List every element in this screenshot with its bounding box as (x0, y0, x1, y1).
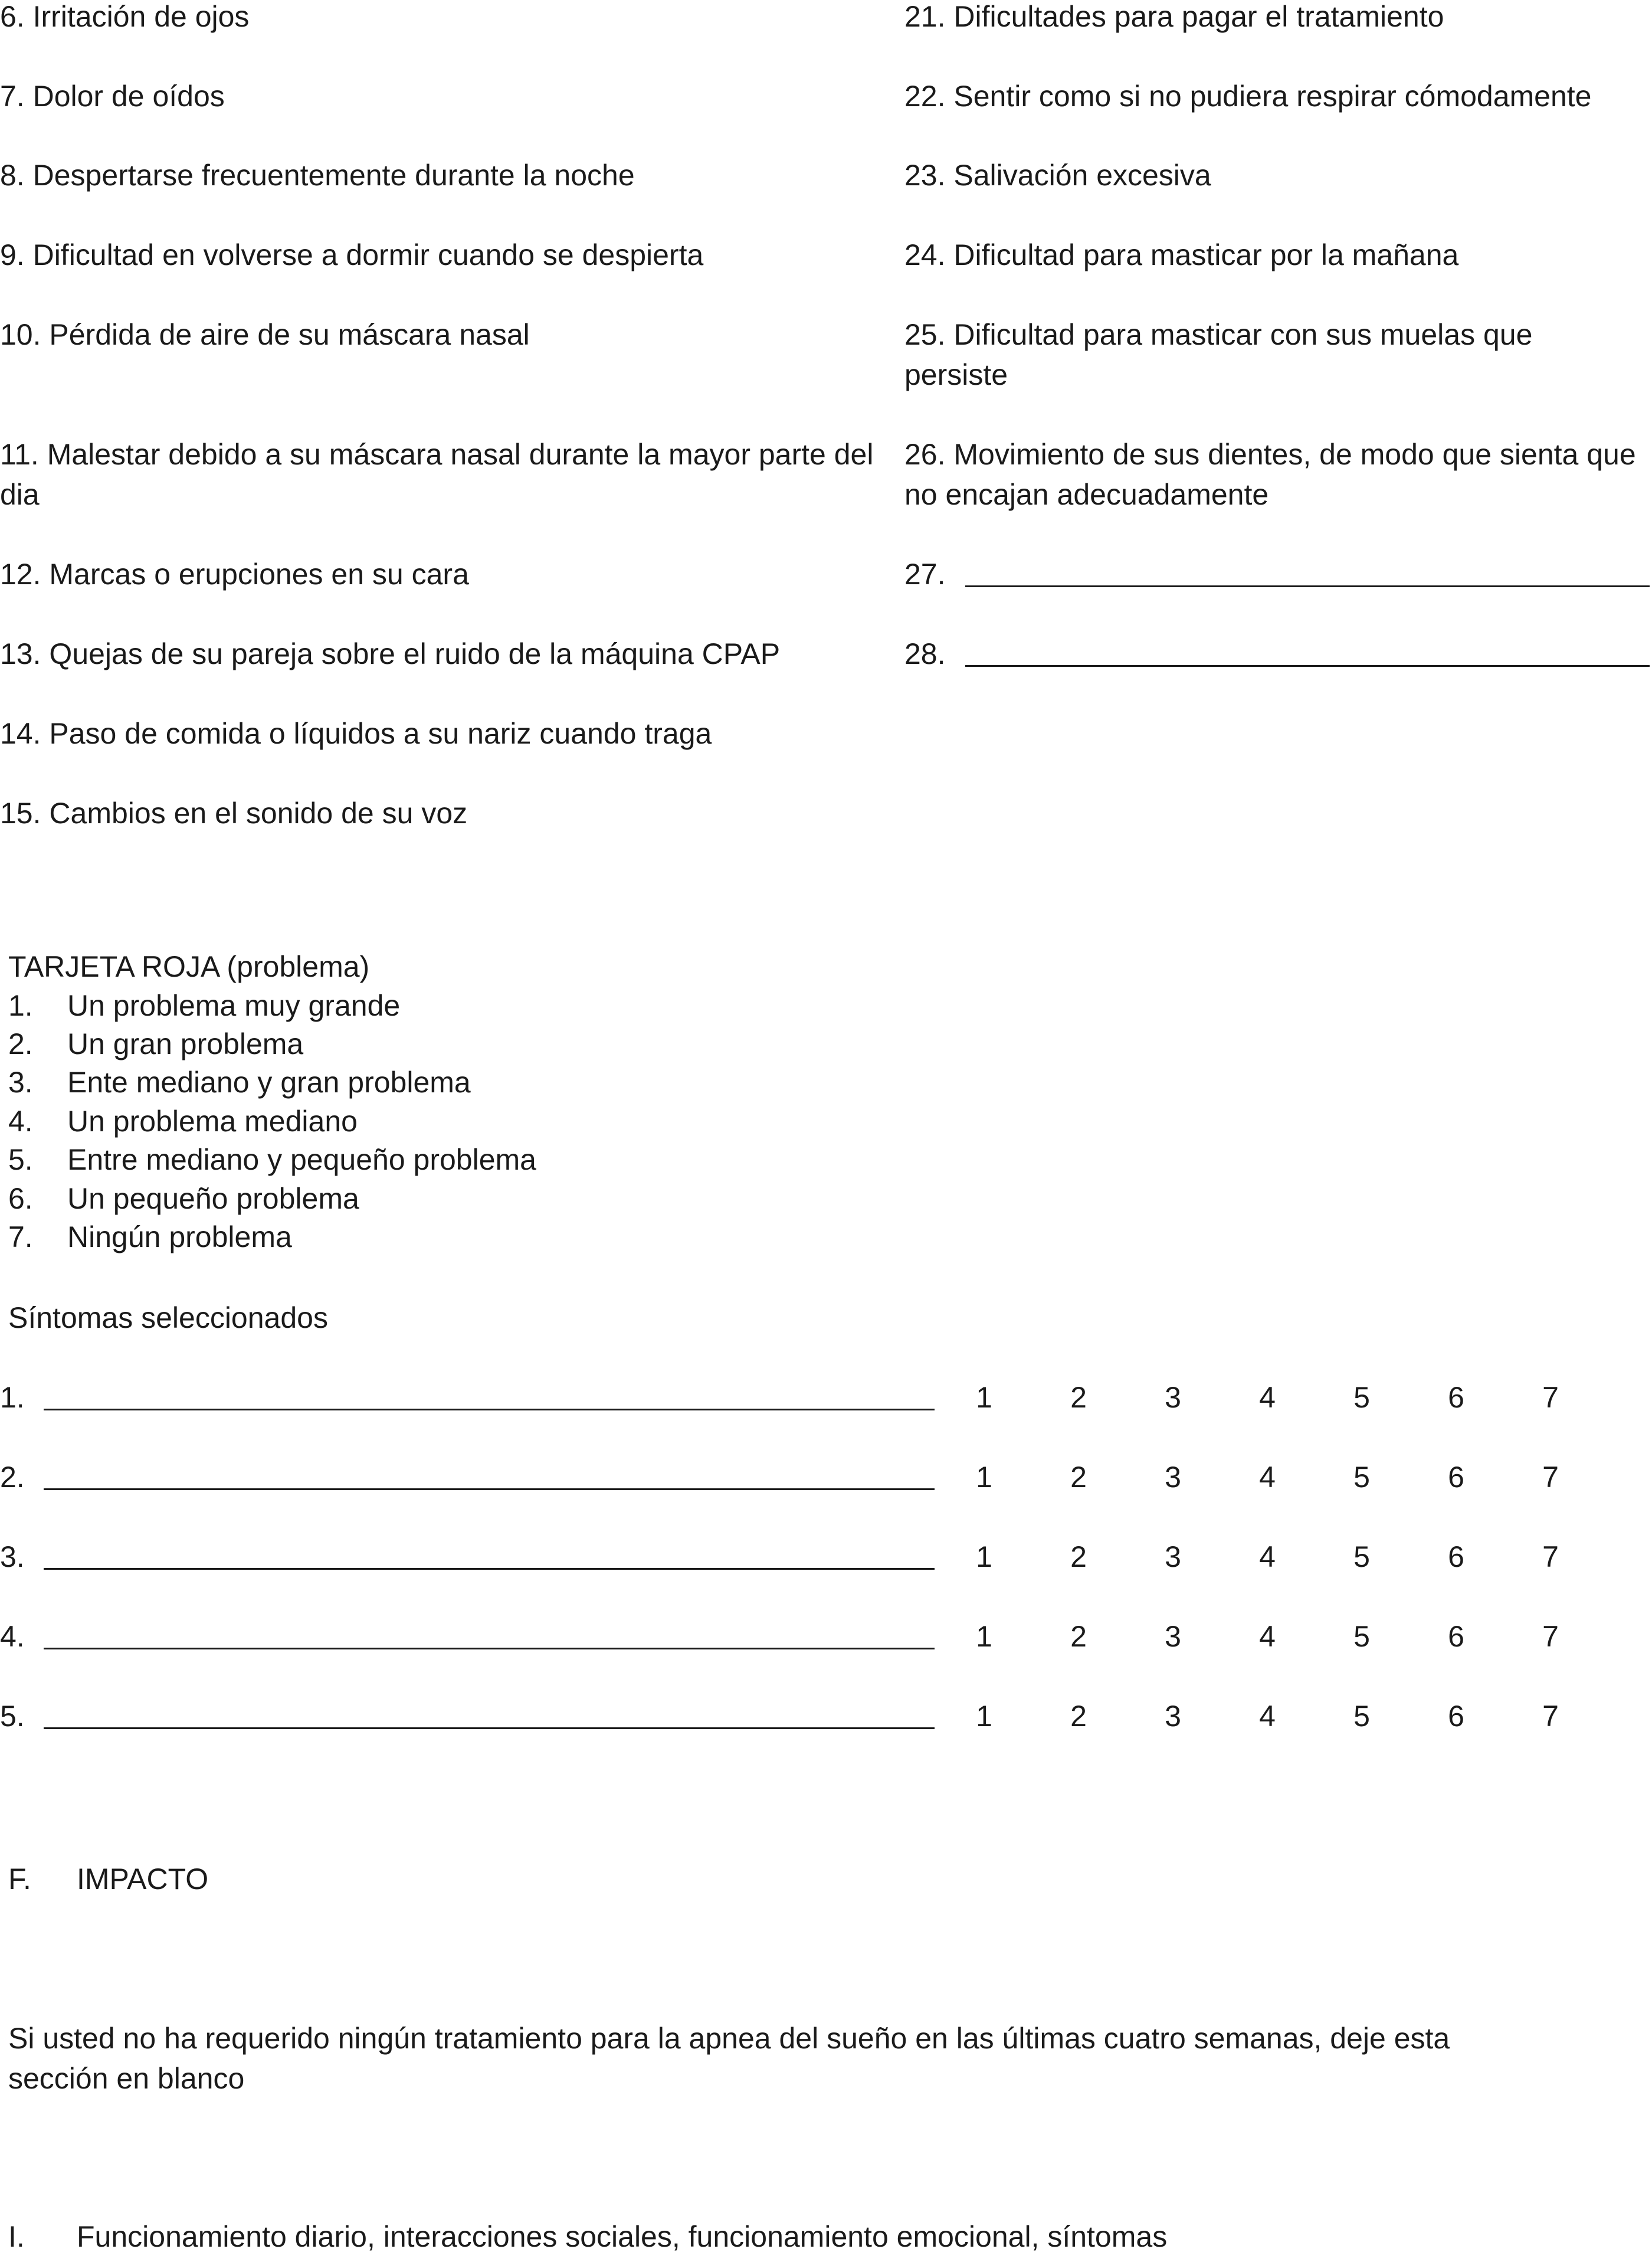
rating-option[interactable]: 1 (976, 1700, 992, 1733)
selected-row-number: 4. (0, 1620, 25, 1653)
rating-scale (0, 1537, 1652, 1577)
red-card-item (8, 1024, 716, 1064)
red-card-item-text: Un gran problema (67, 1027, 304, 1060)
selected-symptoms-title: Síntomas seleccionados (8, 1301, 328, 1334)
symptom-item: 14. Paso de comida o líquidos a su nariz cuando traga (0, 717, 712, 750)
selected-row-number: 5. (0, 1700, 25, 1733)
rating-scale (0, 1377, 1652, 1418)
rating-option[interactable]: 2 (1070, 1620, 1087, 1653)
selected-row-number: 3. (0, 1540, 25, 1573)
symptom-item: 8. Despertarse frecuentemente durante la noche (0, 159, 635, 192)
rating-option[interactable]: 1 (976, 1461, 992, 1494)
impact-instruction: Si usted no ha requerido ningún tratamiento para la apnea del sueño en las últimas cuatro semanas, deje esta sección en blanco (8, 2022, 1450, 2095)
rating-option[interactable]: 4 (1259, 1461, 1276, 1494)
rating-option[interactable]: 6 (1448, 1540, 1464, 1573)
red-card-item-text: Un problema mediano (67, 1105, 358, 1138)
red-card-item-number: 5. (8, 1143, 33, 1176)
red-card-item-number: 2. (8, 1027, 33, 1060)
symptom-item: 24. Dificultad para masticar por la mañana (904, 238, 1459, 271)
rating-option[interactable]: 3 (1165, 1540, 1181, 1573)
blank-line[interactable] (965, 665, 1650, 667)
rating-option[interactable]: 5 (1353, 1461, 1370, 1494)
symptom-item: 9. Dificultad en volverse a dormir cuando se despierta (0, 238, 704, 271)
red-card-item-number: 7. (8, 1220, 33, 1253)
rating-option[interactable]: 2 (1070, 1540, 1087, 1573)
rating-option[interactable]: 2 (1070, 1461, 1087, 1494)
selected-row-number: 2. (0, 1461, 25, 1494)
red-card-item-number: 6. (8, 1182, 33, 1215)
red-card-item (8, 986, 716, 1026)
symptom-item: 15. Cambios en el sonido de su voz (0, 797, 468, 830)
rating-scale (0, 1696, 1652, 1736)
rating-option[interactable]: 7 (1542, 1620, 1559, 1653)
rating-option[interactable]: 4 (1259, 1620, 1276, 1653)
symptom-item: 26. Movimiento de sus dientes, de modo que sienta que no encajan adecuadamente (904, 438, 1636, 511)
rating-option[interactable]: 1 (976, 1381, 992, 1414)
red-card-title: TARJETA ROJA (problema) (8, 950, 370, 983)
symptom-item: 13. Quejas de su pareja sobre el ruido de la máquina CPAP (0, 637, 781, 670)
rating-option[interactable]: 6 (1448, 1381, 1464, 1414)
red-card-item (8, 1140, 716, 1180)
red-card-item-text: Entre mediano y pequeño problema (67, 1143, 536, 1176)
red-card-item-number: 1. (8, 989, 33, 1022)
red-card-item-number: 3. (8, 1066, 33, 1099)
symptom-item: 23. Salivación excesiva (904, 159, 1211, 192)
rating-option[interactable]: 6 (1448, 1620, 1464, 1653)
red-card-item-text: Ningún problema (67, 1220, 292, 1253)
rating-option[interactable]: 7 (1542, 1381, 1559, 1414)
rating-scale (0, 1616, 1652, 1657)
rating-option[interactable]: 7 (1542, 1540, 1559, 1573)
rating-option[interactable]: 5 (1353, 1700, 1370, 1733)
rating-option[interactable]: 4 (1259, 1700, 1276, 1733)
rating-option[interactable]: 5 (1353, 1540, 1370, 1573)
symptom-item: 28. (904, 637, 946, 670)
symptom-item: 25. Dificultad para masticar con sus muelas que persiste (904, 318, 1533, 391)
symptom-item: 7. Dolor de oídos (0, 80, 225, 113)
symptom-item: 27. (904, 558, 946, 591)
red-card-item (8, 1062, 716, 1102)
red-card-item (8, 1217, 716, 1257)
red-card-item (8, 1101, 716, 1141)
red-card-item-text: Un problema muy grande (67, 989, 401, 1022)
rating-option[interactable]: 6 (1448, 1461, 1464, 1494)
rating-option[interactable]: 7 (1542, 1461, 1559, 1494)
rating-option[interactable]: 3 (1165, 1620, 1181, 1653)
rating-option[interactable]: 7 (1542, 1700, 1559, 1733)
subsection-title: Funcionamiento diario, interacciones sociales, funcionamiento emocional, síntomas (77, 2220, 1168, 2253)
section-title: IMPACTO (77, 1862, 209, 1896)
rating-option[interactable]: 1 (976, 1620, 992, 1653)
symptom-item: 12. Marcas o erupciones en su cara (0, 558, 469, 591)
red-card-item-text: Ente mediano y gran problema (67, 1066, 471, 1099)
rating-option[interactable]: 2 (1070, 1381, 1087, 1414)
rating-option[interactable]: 1 (976, 1540, 992, 1573)
blank-line[interactable] (965, 585, 1650, 587)
red-card-item (8, 1179, 716, 1219)
symptom-item: 21. Dificultades para pagar el tratamiento (904, 0, 1444, 33)
rating-option[interactable]: 6 (1448, 1700, 1464, 1733)
rating-scale (0, 1457, 1652, 1497)
symptom-item: 22. Sentir como si no pudiera respirar cómodamente (904, 80, 1592, 113)
rating-option[interactable]: 2 (1070, 1700, 1087, 1733)
selected-row-number: 1. (0, 1381, 25, 1414)
rating-option[interactable]: 4 (1259, 1381, 1276, 1414)
section-letter: F. (8, 1862, 31, 1896)
subsection-letter: I. (8, 2220, 25, 2253)
symptom-item: 10. Pérdida de aire de su máscara nasal (0, 318, 530, 351)
rating-option[interactable]: 3 (1165, 1381, 1181, 1414)
rating-option[interactable]: 5 (1353, 1381, 1370, 1414)
rating-option[interactable]: 4 (1259, 1540, 1276, 1573)
red-card-item-number: 4. (8, 1105, 33, 1138)
red-card-item-text: Un pequeño problema (67, 1182, 359, 1215)
rating-option[interactable]: 3 (1165, 1461, 1181, 1494)
symptom-item: 6. Irritación de ojos (0, 0, 250, 33)
symptom-item: 11. Malestar debido a su máscara nasal durante la mayor parte del dia (0, 438, 874, 511)
rating-option[interactable]: 3 (1165, 1700, 1181, 1733)
rating-option[interactable]: 5 (1353, 1620, 1370, 1653)
